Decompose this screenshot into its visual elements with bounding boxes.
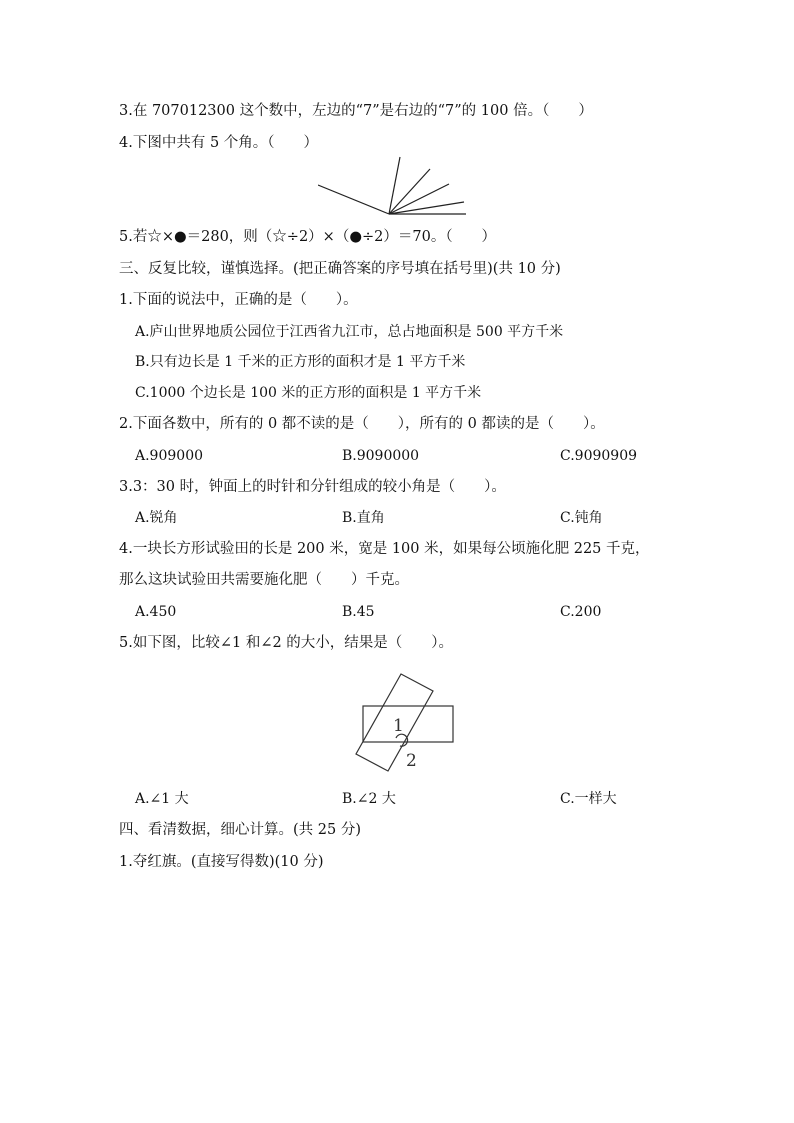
choice-q1-option-a: A.庐山世界地质公园位于江西省九江市，总占地面积是 500 平方千米 — [135, 324, 564, 340]
calc-q1-title: 1.夺红旗。(直接写得数)(10 分) — [119, 854, 324, 870]
choice-q1-option-c: C.1000 个边长是 100 米的正方形的面积是 1 平方千米 — [135, 385, 482, 401]
choice-q4-stem-line-2: 那么这块试验田共需要施化肥（ ）千克。 — [119, 572, 409, 588]
choice-q1-option-b: B.只有边长是 1 千米的正方形的面积才是 1 平方千米 — [135, 354, 466, 370]
choice-q5-option-a: A.∠1 大 — [135, 791, 189, 807]
angle-2-label: 2 — [406, 751, 417, 771]
overlapping-rectangles-figure — [350, 668, 460, 778]
choice-q2-option-a: A.909000 — [135, 448, 204, 464]
choice-q1-stem: 1.下面的说法中，正确的是（ ）。 — [119, 292, 358, 308]
section-3-heading: 三、反复比较，谨慎选择。(把正确答案的序号填在括号里)(共 10 分) — [119, 261, 561, 277]
choice-q3-stem: 3.3：30 时，钟面上的时针和分针组成的较小角是（ ）。 — [119, 479, 506, 495]
choice-q2-option-c: C.9090909 — [560, 448, 638, 464]
choice-q2-stem: 2.下面各数中，所有的 0 都不读的是（ ），所有的 0 都读的是（ ）。 — [119, 416, 605, 432]
choice-q5-stem: 5.如下图，比较∠1 和∠2 的大小，结果是（ ）。 — [119, 635, 454, 651]
choice-q5-option-b: B.∠2 大 — [342, 791, 396, 807]
choice-q3-option-a: A.锐角 — [135, 510, 178, 526]
judge-question-3: 3.在 707012300 这个数中，左边的“7”是右边的“7”的 100 倍。（ ） — [119, 103, 593, 119]
judge-question-4: 4.下图中共有 5 个角。（ ） — [119, 135, 319, 151]
angle-rays-figure — [318, 152, 478, 222]
choice-q3-option-c: C.钝角 — [560, 510, 603, 526]
judge-question-5: 5.若☆×●＝280，则（☆÷2）×（●÷2）＝70。（ ） — [119, 229, 497, 245]
angle-1-label: 1 — [393, 716, 404, 736]
choice-q5-option-c: C.一样大 — [560, 791, 617, 807]
choice-q3-option-b: B.直角 — [342, 510, 385, 526]
section-4-heading: 四、看清数据，细心计算。(共 25 分) — [119, 822, 361, 838]
choice-q4-stem-line-1: 4.一块长方形试验田的长是 200 米，宽是 100 米，如果每公顷施化肥 225 千克， — [119, 541, 650, 557]
choice-q4-option-a: A.450 — [135, 604, 177, 620]
choice-q4-option-b: B.45 — [342, 604, 375, 620]
choice-q4-option-c: C.200 — [560, 604, 602, 620]
choice-q2-option-b: B.9090000 — [342, 448, 420, 464]
